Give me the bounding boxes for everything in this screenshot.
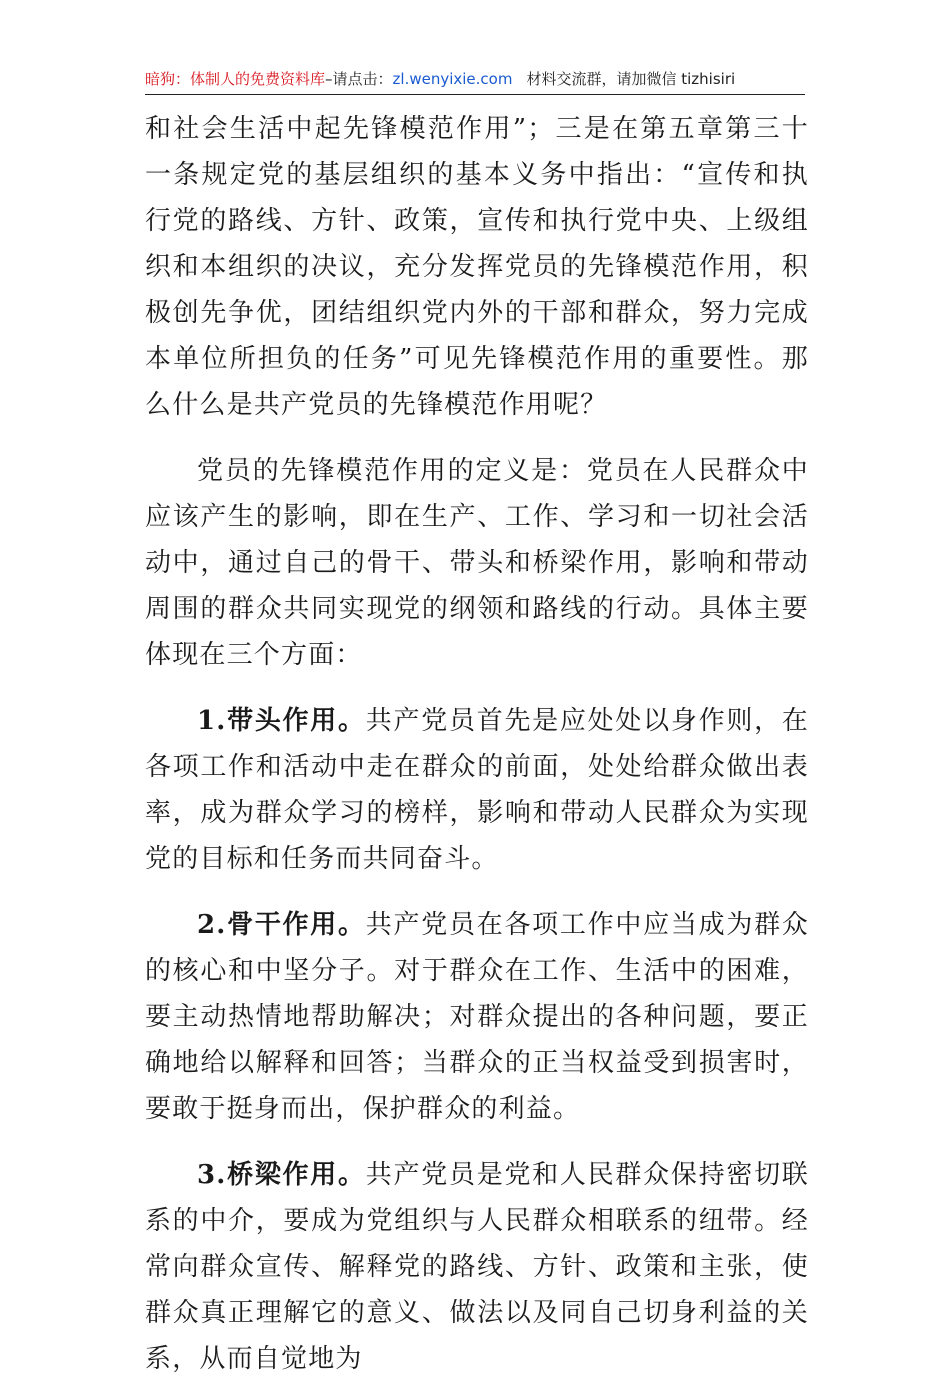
heading-backbone-role: 2.骨干作用。 [197,910,366,940]
text-bridge-role: 共产党员是党和人民群众保持密切联系的中介，要成为党组织与人民群众相联系的纽带。经常向群众宣传、解释党的路线、方针、政策和主张，使群众真正理解它的意义、做法以及同自己切身利益的关系，从而自觉地为 [145,1160,810,1374]
heading-bridge-role: 3.桥梁作用。 [197,1160,366,1190]
document-body [145,106,809,1382]
text-backbone-role: 共产党员在各项工作中应当成为群众的核心和中坚分子。对于群众在工作、生活中的困难，要主动热情地帮助解决；对群众提出的各种问题，要正确地给以解释和回答；当群众的正当权益受到损害时，要敢于挺身而出，保护群众的利益。 [145,910,810,1124]
paragraph-bridge-role [145,1152,809,1382]
page-header [145,66,805,95]
text-leading-role: 共产党员首先是应处处以身作则，在各项工作和活动中走在群众的前面，处处给群众做出表率，成为群众学习的榜样，影响和带动人民群众为实现党的目标和任务而共同奋斗。 [145,706,810,874]
header-contact: 材料交流群，请加微信 tizhisiri [526,70,736,88]
paragraph-backbone-role [145,902,809,1132]
paragraph-continuation: 和社会生活中起先锋模范作用”；三是在第五章第三十一条规定党的基层组织的基本义务中指出：“宣传和执行党的路线、方针、政策，宣传和执行党中央、上级组织和本组织的决议，充分发挥党员的先锋模范作用，积极创先争优，团结组织党内外的干部和群众，努力完成本单位所担负的任务”可见先锋模范作用的重要性。那么什么是共产党员的先锋模范作用呢？ [145,114,809,420]
paragraph-leading-role [145,698,809,882]
paragraph-definition: 党员的先锋模范作用的定义是：党员在人民群众中应该产生的影响，即在生产、工作、学习和一切社会活动中，通过自己的骨干、带头和桥梁作用，影响和带动周围的群众共同实现党的纲领和路线的行动。具体主要体现在三个方面： [145,456,809,670]
header-prompt: –请点击： [325,70,393,88]
heading-leading-role: 1.带头作用。 [197,706,366,736]
header-brand: 暗狗：体制人的免费资料库 [145,70,326,88]
header-url-link[interactable]: zl.wenyixie.com [392,70,513,88]
